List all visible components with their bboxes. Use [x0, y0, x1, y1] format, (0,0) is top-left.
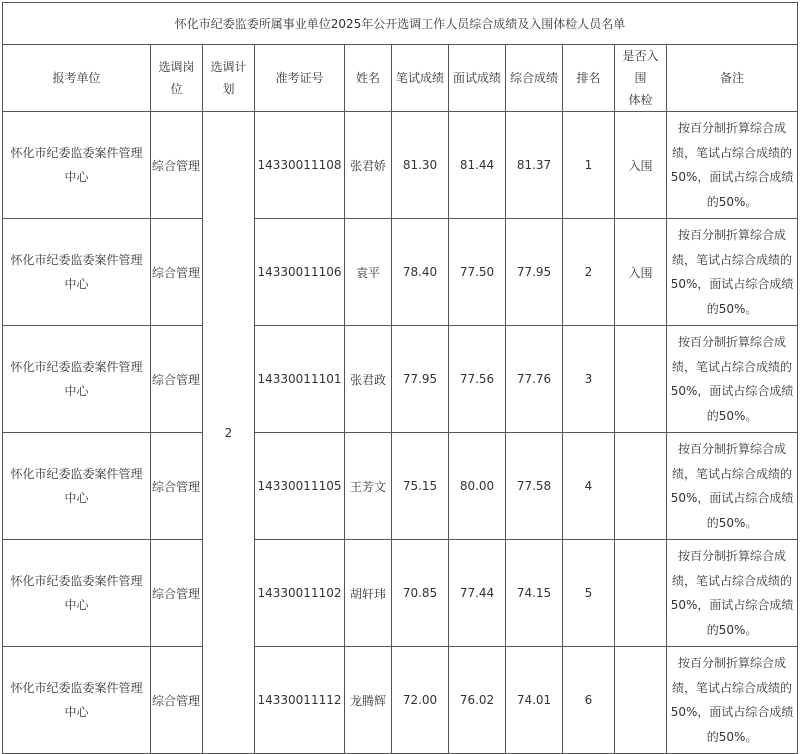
header-shortlist-line2: 体检 — [628, 93, 653, 107]
header-shortlist-line1: 是否入围 — [622, 49, 659, 85]
note-line: 50%，面试占综合成绩 — [670, 277, 794, 291]
total-score-cell: 74.01 — [506, 647, 563, 754]
shortlist-cell: 入围 — [615, 219, 667, 326]
table-title: 怀化市纪委监委所属事业单位2025年公开选调工作人员综合成绩及入围体检人员名单 — [3, 3, 798, 45]
total-score-cell: 77.76 — [506, 326, 563, 433]
note-line: 绩，笔试占综合成绩的 — [672, 573, 793, 588]
rank-cell: 4 — [563, 433, 615, 540]
note-line: 按百分制折算综合成 — [678, 228, 787, 242]
note-line: 绩，笔试占综合成绩的 — [672, 252, 793, 267]
header-post: 选调岗位 — [151, 45, 203, 112]
note-line: 50%，面试占综合成绩 — [670, 598, 794, 612]
total-score-cell: 81.37 — [506, 112, 563, 219]
interview-score-cell: 76.02 — [449, 647, 506, 754]
exam-no-cell: 14330011112 — [255, 647, 345, 754]
header-written: 笔试成绩 — [392, 45, 449, 112]
note-line: 绩，笔试占综合成绩的 — [672, 359, 793, 374]
note-line: 按百分制折算综合成 — [678, 656, 787, 670]
interview-score-cell: 81.44 — [449, 112, 506, 219]
unit-line1: 怀化市纪委监委案件管理 — [10, 253, 143, 267]
written-score-cell: 81.30 — [392, 112, 449, 219]
note-line: 按百分制折算综合成 — [678, 549, 787, 563]
note-line: 的50%。 — [706, 408, 758, 423]
note-line: 的50%。 — [706, 515, 758, 530]
table-row — [3, 647, 798, 754]
unit-line2: 中心 — [64, 598, 89, 612]
plan-cell: 2 — [203, 112, 255, 754]
name-cell: 张君政 — [345, 326, 392, 433]
rank-cell: 3 — [563, 326, 615, 433]
total-score-cell: 77.58 — [506, 433, 563, 540]
table-row — [3, 112, 798, 219]
unit-cell — [3, 540, 151, 647]
name-cell: 张君娇 — [345, 112, 392, 219]
header-shortlist — [615, 45, 667, 112]
unit-line1: 怀化市纪委监委案件管理 — [10, 681, 143, 695]
header-rank: 排名 — [563, 45, 615, 112]
name-cell: 袁平 — [345, 219, 392, 326]
unit-line2: 中心 — [64, 705, 89, 719]
unit-line2: 中心 — [64, 277, 89, 291]
header-unit: 报考单位 — [3, 45, 151, 112]
shortlist-cell — [615, 326, 667, 433]
results-table — [2, 2, 798, 754]
note-line: 按百分制折算综合成 — [678, 442, 787, 456]
shortlist-cell — [615, 433, 667, 540]
header-row — [3, 45, 798, 112]
name-cell: 王芳文 — [345, 433, 392, 540]
unit-line1: 怀化市纪委监委案件管理 — [10, 360, 143, 374]
post-cell: 综合管理 — [151, 112, 203, 219]
post-cell: 综合管理 — [151, 540, 203, 647]
exam-no-cell: 14330011101 — [255, 326, 345, 433]
interview-score-cell: 77.50 — [449, 219, 506, 326]
unit-cell — [3, 326, 151, 433]
note-line: 绩，笔试占综合成绩的 — [672, 680, 793, 695]
total-score-cell: 74.15 — [506, 540, 563, 647]
unit-line2: 中心 — [64, 384, 89, 398]
header-total: 综合成绩 — [506, 45, 563, 112]
written-score-cell: 75.15 — [392, 433, 449, 540]
note-cell — [667, 540, 798, 647]
rank-cell: 1 — [563, 112, 615, 219]
unit-line1: 怀化市纪委监委案件管理 — [10, 467, 143, 481]
unit-cell — [3, 433, 151, 540]
name-cell: 龙腾辉 — [345, 647, 392, 754]
note-cell — [667, 326, 798, 433]
note-line: 按百分制折算综合成 — [678, 335, 787, 349]
note-line: 绩，笔试占综合成绩的 — [672, 466, 793, 481]
exam-no-cell: 14330011106 — [255, 219, 345, 326]
post-cell: 综合管理 — [151, 219, 203, 326]
note-cell — [667, 433, 798, 540]
post-cell: 综合管理 — [151, 433, 203, 540]
name-cell: 胡轩玮 — [345, 540, 392, 647]
unit-cell — [3, 112, 151, 219]
unit-line2: 中心 — [64, 491, 89, 505]
post-cell: 综合管理 — [151, 647, 203, 754]
note-line: 50%，面试占综合成绩 — [670, 705, 794, 719]
shortlist-cell — [615, 540, 667, 647]
note-line: 按百分制折算综合成 — [678, 121, 787, 135]
exam-no-cell: 14330011105 — [255, 433, 345, 540]
note-line: 50%，面试占综合成绩 — [670, 170, 794, 184]
note-cell — [667, 112, 798, 219]
interview-score-cell: 77.44 — [449, 540, 506, 647]
post-cell: 综合管理 — [151, 326, 203, 433]
note-line: 50%，面试占综合成绩 — [670, 384, 794, 398]
written-score-cell: 72.00 — [392, 647, 449, 754]
unit-line1: 怀化市纪委监委案件管理 — [10, 574, 143, 588]
shortlist-cell — [615, 647, 667, 754]
header-note: 备注 — [667, 45, 798, 112]
table-row — [3, 219, 798, 326]
note-cell — [667, 219, 798, 326]
interview-score-cell: 77.56 — [449, 326, 506, 433]
written-score-cell: 70.85 — [392, 540, 449, 647]
total-score-cell: 77.95 — [506, 219, 563, 326]
unit-cell — [3, 647, 151, 754]
table-body — [3, 112, 798, 754]
written-score-cell: 77.95 — [392, 326, 449, 433]
table-row — [3, 326, 798, 433]
note-line: 的50%。 — [706, 194, 758, 209]
shortlist-cell: 入围 — [615, 112, 667, 219]
exam-no-cell: 14330011108 — [255, 112, 345, 219]
title-row — [3, 3, 798, 45]
unit-cell — [3, 219, 151, 326]
exam-no-cell: 14330011102 — [255, 540, 345, 647]
table-row — [3, 540, 798, 647]
header-plan: 选调计划 — [203, 45, 255, 112]
header-interview: 面试成绩 — [449, 45, 506, 112]
unit-line2: 中心 — [64, 170, 89, 184]
rank-cell: 6 — [563, 647, 615, 754]
unit-line1: 怀化市纪委监委案件管理 — [10, 146, 143, 160]
written-score-cell: 78.40 — [392, 219, 449, 326]
note-line: 的50%。 — [706, 729, 758, 744]
note-line: 的50%。 — [706, 301, 758, 316]
header-exam-no: 准考证号 — [255, 45, 345, 112]
note-cell — [667, 647, 798, 754]
header-name: 姓名 — [345, 45, 392, 112]
rank-cell: 5 — [563, 540, 615, 647]
note-line: 的50%。 — [706, 622, 758, 637]
table-row — [3, 433, 798, 540]
note-line: 绩，笔试占综合成绩的 — [672, 145, 793, 160]
rank-cell: 2 — [563, 219, 615, 326]
interview-score-cell: 80.00 — [449, 433, 506, 540]
note-line: 50%，面试占综合成绩 — [670, 491, 794, 505]
